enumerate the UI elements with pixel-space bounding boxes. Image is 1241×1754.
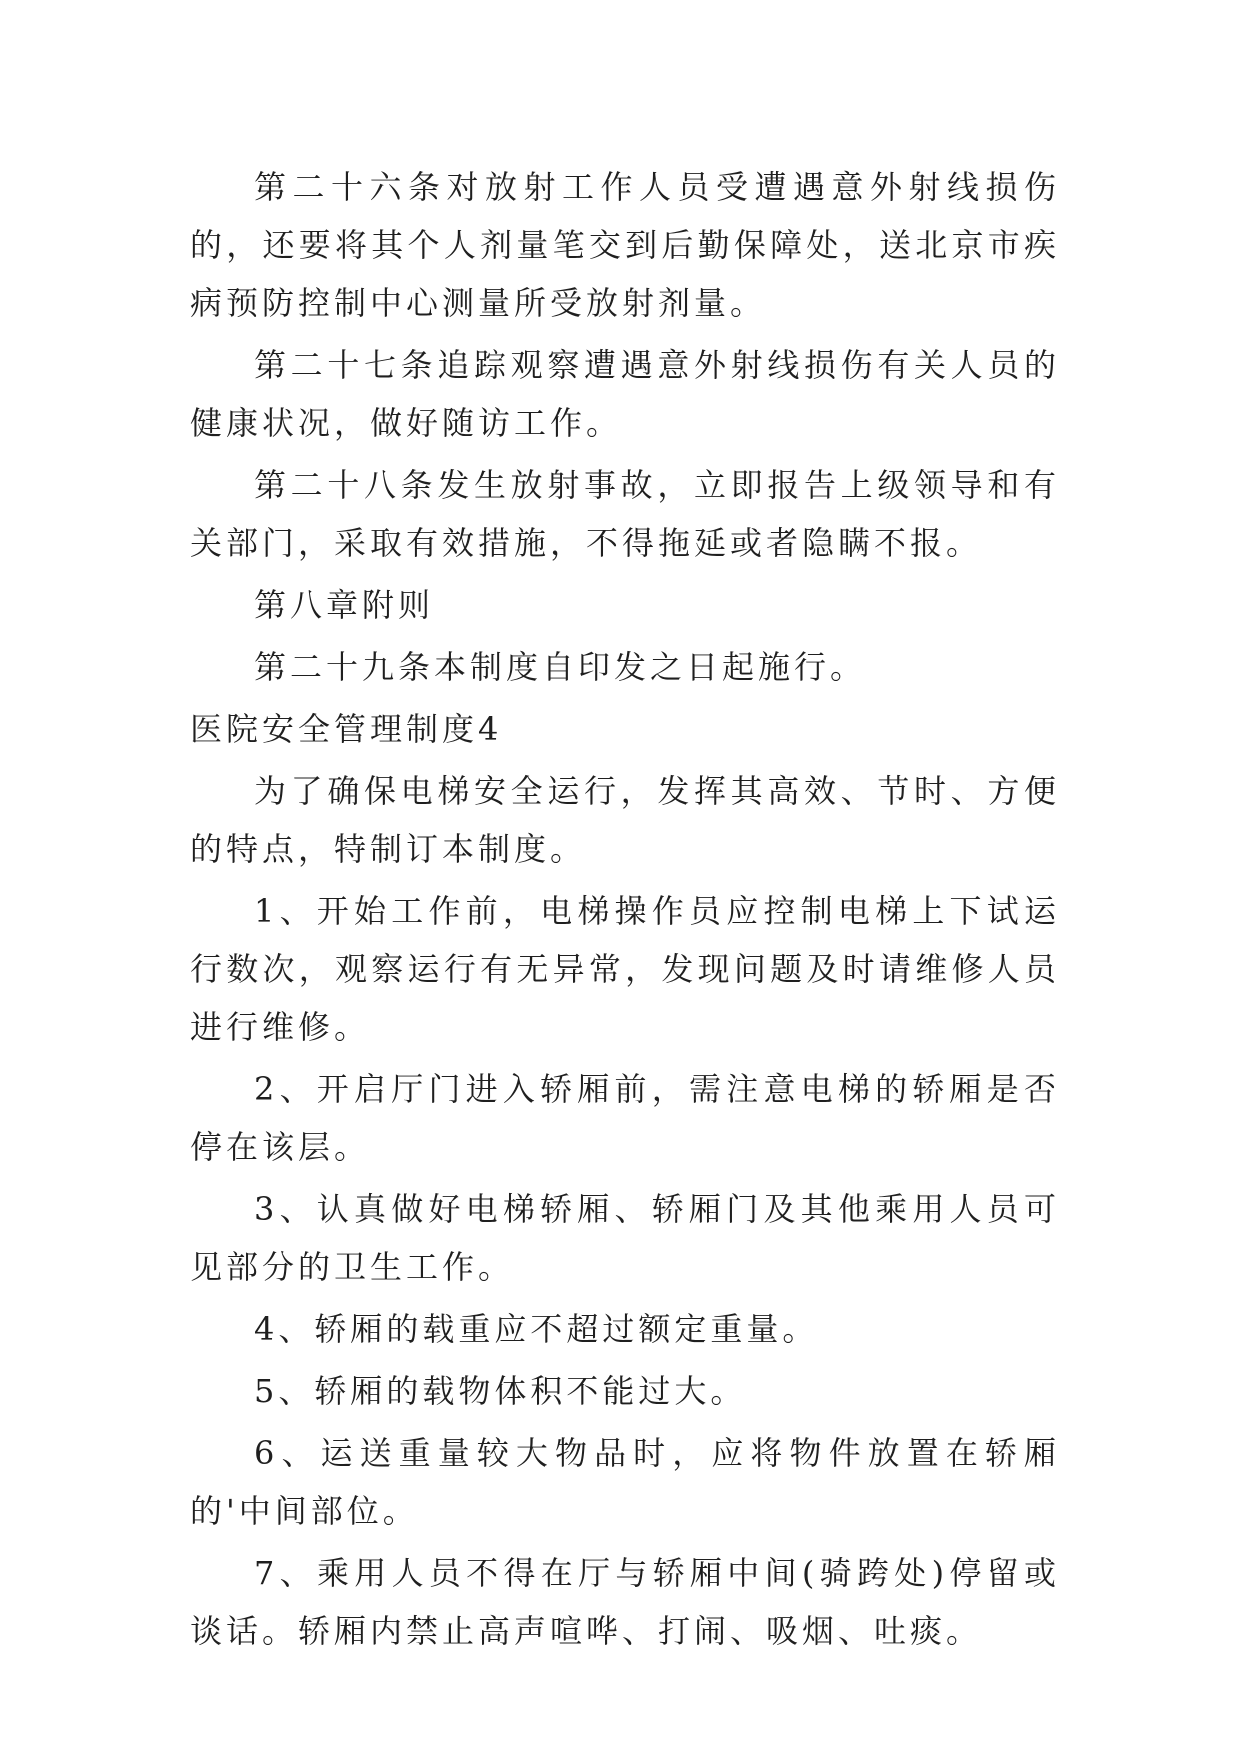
list-item-3: 3、认真做好电梯轿厢、轿厢门及其他乘用人员可见部分的卫生工作。 [190, 1190, 1060, 1286]
chapter-heading: 第八章附则 [254, 586, 435, 624]
list-item-6: 6、运送重量较大物品时，应将物件放置在轿厢的'中间部位。 [190, 1434, 1060, 1530]
paragraph-article-26: 第二十六条对放射工作人员受遭遇意外射线损伤的，还要将其个人剂量笔交到后勤保障处，送北京市疾病预防控制中心测量所受放射剂量。 [190, 168, 1060, 322]
paragraph-article-29: 第二十九条本制度自印发之日起施行。 [254, 648, 867, 686]
list-item-5: 5、轿厢的载物体积不能过大。 [254, 1372, 747, 1410]
list-item-2: 2、开启厅门进入轿厢前，需注意电梯的轿厢是否停在该层。 [190, 1070, 1060, 1166]
section-title: 医院安全管理制度4 [190, 710, 503, 748]
paragraph-article-28: 第二十八条发生放射事故，立即报告上级领导和有关部门，采取有效措施，不得拖延或者隐瞒不报。 [190, 466, 1060, 562]
paragraph-article-27: 第二十七条追踪观察遭遇意外射线损伤有关人员的健康状况，做好随访工作。 [190, 346, 1060, 442]
list-item-7: 7、乘用人员不得在厅与轿厢中间(骑跨处)停留或谈话。轿厢内禁止高声喧哗、打闹、吸烟、吐痰。 [190, 1554, 1060, 1650]
list-item-4: 4、轿厢的载重应不超过额定重量。 [254, 1310, 819, 1348]
list-item-1: 1、开始工作前，电梯操作员应控制电梯上下试运行数次，观察运行有无异常，发现问题及时请维修人员进行维修。 [190, 892, 1060, 1046]
document-body [190, 158, 1060, 1664]
paragraph-intro: 为了确保电梯安全运行，发挥其高效、节时、方便的特点，特制订本制度。 [190, 772, 1060, 868]
